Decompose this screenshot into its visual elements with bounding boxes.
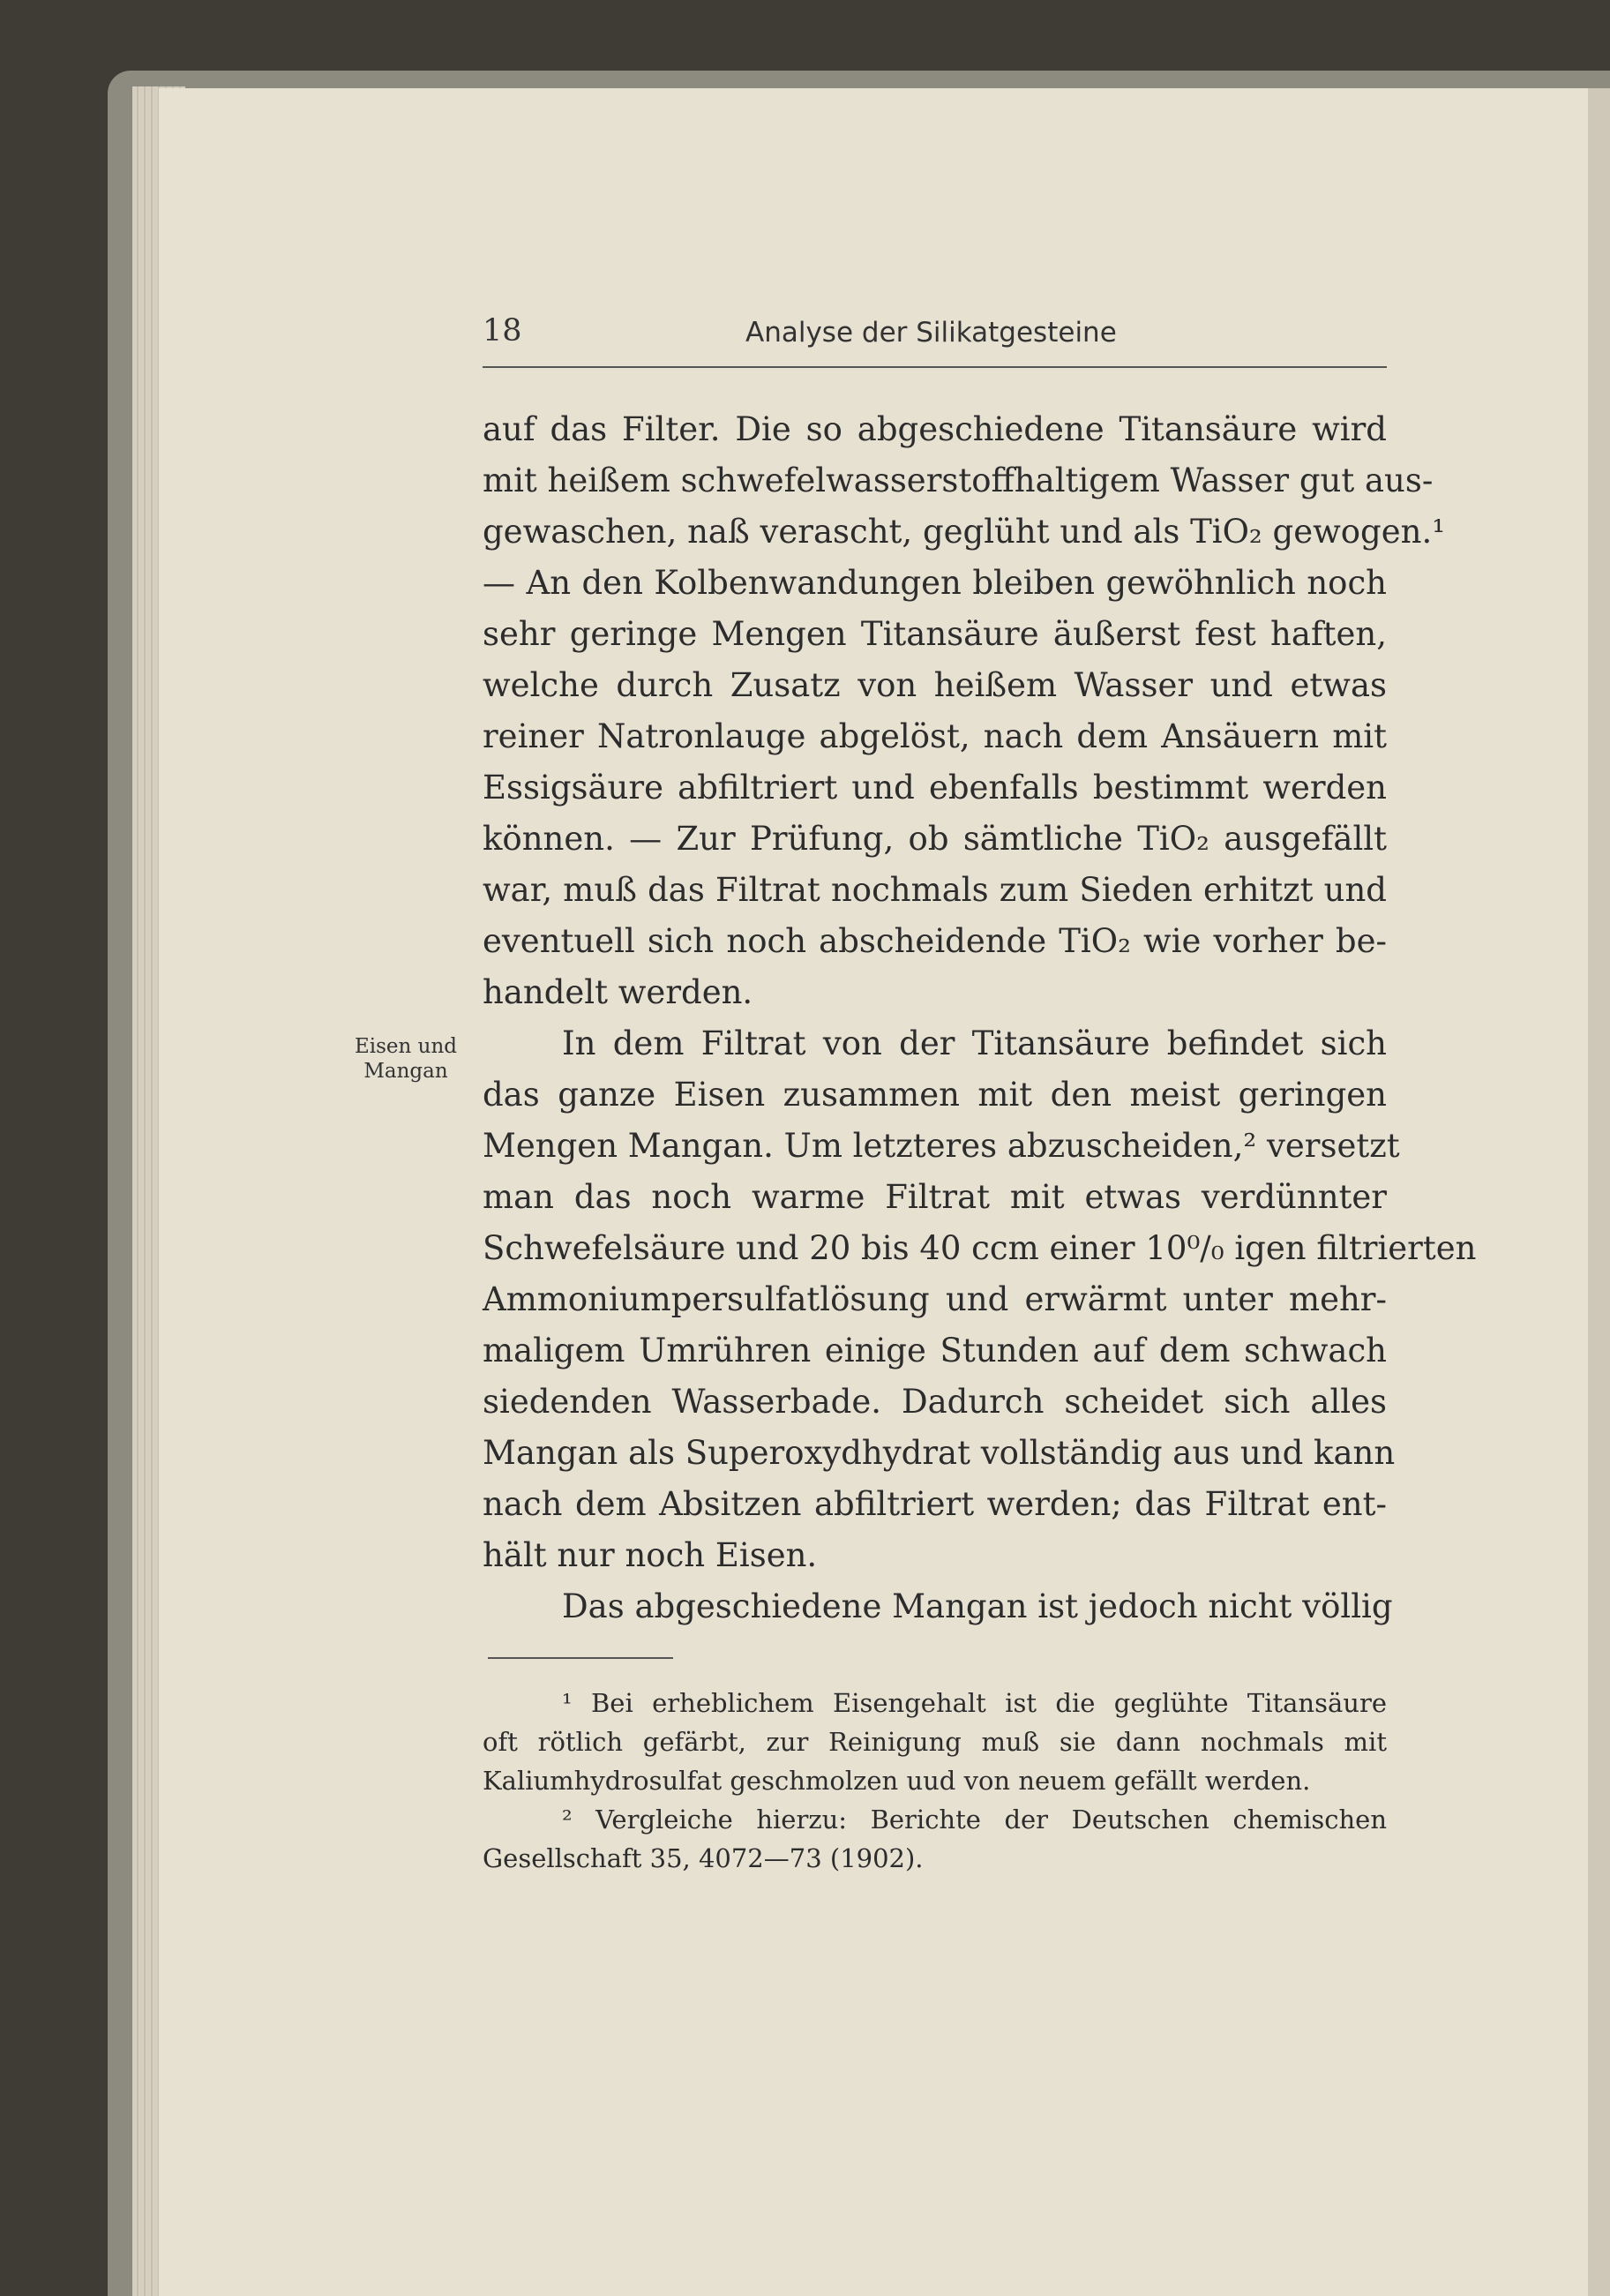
text-line: maligem Umrühren einige Stunden auf dem schwach [483,1332,1387,1369]
text-line: auf das Filter. Die so abgeschiedene Titansäure wird [483,410,1387,448]
footnote-line: ² Vergleiche hierzu: Berichte der Deutschen chemischen [562,1805,1387,1835]
footnote-line: oft rötlich gefärbt, zur Reinigung muß sie dann nochmals mit [483,1727,1387,1757]
text-line: Das abgeschiedene Mangan ist jedoch nicht völlig [562,1587,1393,1625]
page-number: 18 [483,313,522,349]
text-line: welche durch Zusatz von heißem Wasser und etwas [483,666,1387,704]
text-line: handelt werden. [483,973,753,1011]
text-line: In dem Filtrat von der Titansäure befindet sich [562,1024,1387,1062]
text-line: mit heißem schwefelwasserstoffhaltigem Wasser gut aus- [483,461,1434,499]
footnote-divider [488,1657,673,1659]
text-line: sehr geringe Mengen Titansäure äußerst fest haften, [483,615,1387,653]
text-line: siedenden Wasserbade. Dadurch scheidet sich alles [483,1383,1387,1421]
main-text [483,404,1477,1632]
margin-note-line: Mangan [363,1060,448,1083]
text-line: das ganze Eisen zusammen mit den meist geringen [483,1076,1387,1114]
footnote-line: Kaliumhydrosulfat geschmolzen uud von neuem gefällt werden. [483,1766,1311,1796]
text-line: eventuell sich noch abscheidende TiO₂ wie vorher be- [483,922,1387,960]
margin-note-line: Eisen und [354,1035,458,1058]
text-line: Essigsäure abfiltriert und ebenfalls bestimmt werden [483,769,1387,807]
running-title: Analyse der Silikatgesteine [745,317,1117,349]
text-line: reiner Natronlauge abgelöst, nach dem Ansäuern mit [483,717,1387,755]
text-line: Ammoniumpersulfatlösung und erwärmt unter mehr- [483,1280,1387,1318]
footnotes [483,1684,1387,1878]
margin-note [335,1034,476,1084]
text-line: man das noch warme Filtrat mit etwas verdünnter [483,1178,1387,1216]
text-line: — An den Kolbenwandungen bleiben gewöhnlich noch [483,564,1387,602]
text-line: hält nur noch Eisen. [483,1536,818,1574]
text-line: können. — Zur Prüfung, ob sämtliche TiO₂ ausgefällt [483,820,1387,858]
facing-page-edge [1588,88,1610,2296]
footnote-line: Gesellschaft 35, 4072—73 (1902). [483,1843,924,1873]
footnote-line: ¹ Bei erheblichem Eisengehalt ist die geglühte Titansäure [562,1688,1387,1718]
text-line: gewaschen, naß verascht, geglüht und als TiO₂ gewogen.¹ [483,513,1446,551]
page-header [483,313,1387,368]
text-line: Mengen Mangan. Um letzteres abzuscheiden,² versetzt [483,1127,1400,1165]
text-line: war, muß das Filtrat nochmals zum Sieden erhitzt und [483,871,1387,909]
text-line: Schwefelsäure und 20 bis 40 ccm einer 10⁰/₀ igen filtrierten [483,1229,1477,1267]
text-line: nach dem Absitzen abfiltriert werden; das Filtrat ent- [483,1485,1387,1523]
text-line: Mangan als Superoxydhydrat vollständig aus und kann [483,1434,1396,1472]
